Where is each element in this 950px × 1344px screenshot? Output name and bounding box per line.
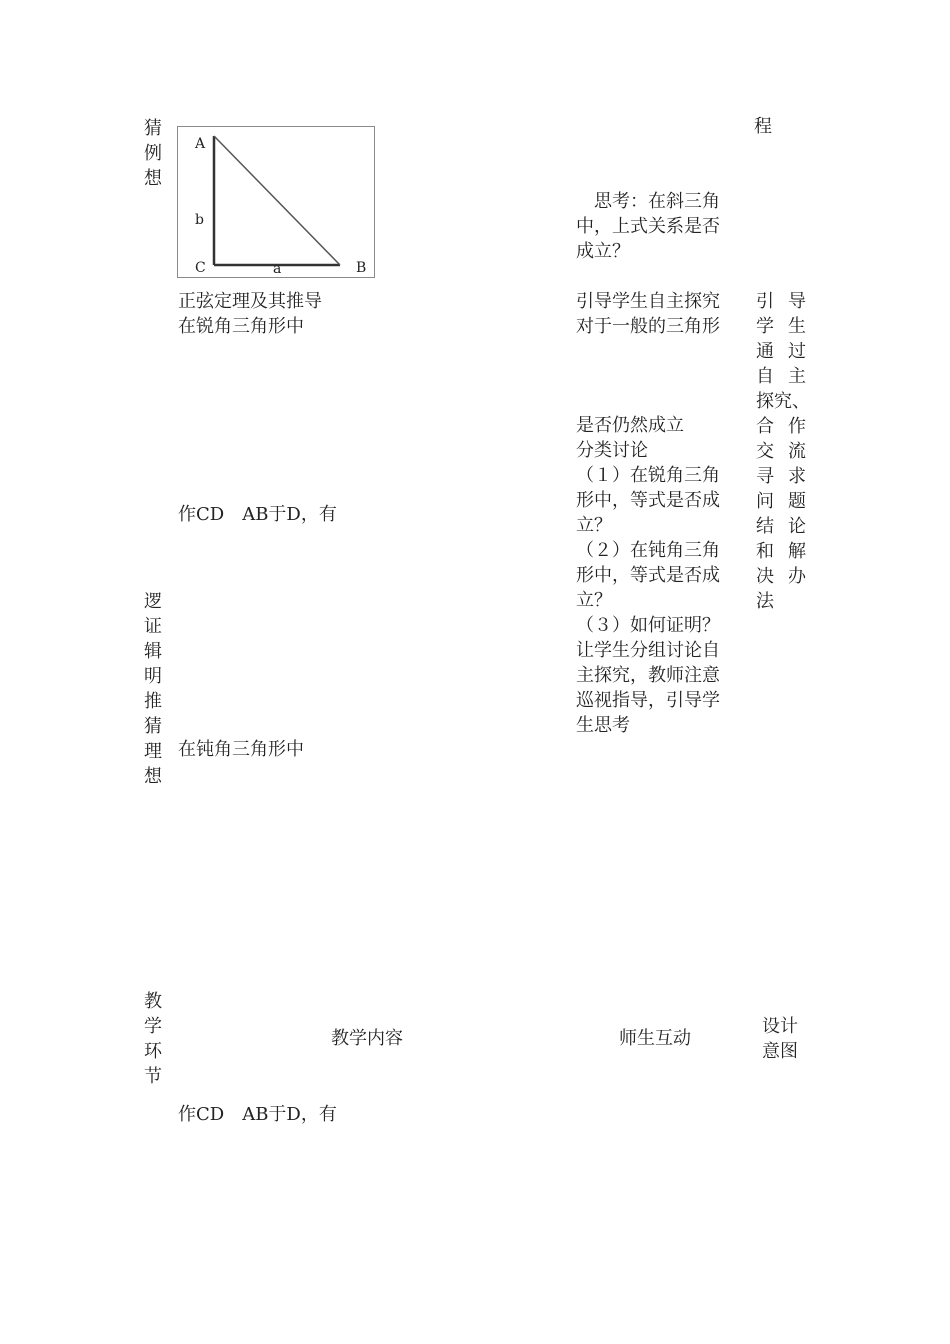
header-char: 节 [144, 1066, 162, 1087]
stage-label-char: 猜 [144, 716, 162, 737]
vertex-b-label: B [356, 260, 367, 276]
intent-line: 寻 求 [756, 466, 806, 487]
stage-label-char: 逻 [144, 591, 162, 612]
header-char: 环 [144, 1041, 162, 1062]
intent-line: 自 主 [756, 366, 806, 387]
text-line: 意图 [762, 1041, 798, 1062]
stage-label-char: 想 [144, 168, 162, 189]
intent-line: 探究、 [756, 391, 810, 412]
header-interaction: 师生互动 [619, 1028, 691, 1049]
text-line: 中，上式关系是否 [576, 216, 720, 237]
header-teaching-content: 教学内容 [331, 1028, 403, 1049]
text-line: 生思考 [576, 715, 630, 736]
intent-line: 引 导 [756, 291, 806, 312]
text-line: 形中，等式是否成 [576, 490, 720, 511]
intent-line: 和 解 [756, 541, 806, 562]
intent-fragment: 程 [754, 116, 772, 137]
stage-label-char: 例 [144, 143, 162, 164]
text-line: 对于一般的三角形 [576, 316, 720, 337]
intent-line: 通 过 [756, 341, 806, 362]
header-teaching-stage [142, 989, 164, 1089]
text-line: 思考：在斜三角 [576, 191, 720, 212]
header-char: 教 [144, 991, 162, 1012]
right-triangle-figure [177, 126, 375, 278]
text-line: 立？ [576, 590, 612, 611]
stage-label-char: 证 [144, 616, 162, 637]
intent-line: 问 题 [756, 491, 806, 512]
text-line: 形中，等式是否成 [576, 565, 720, 586]
construction-text: 作CD AB于D，有 [178, 504, 337, 525]
intent-line: 结 论 [756, 516, 806, 537]
section-title: 正弦定理及其推导 [178, 291, 322, 312]
vertex-a-label: A [195, 136, 206, 152]
intent-line: 合 作 [756, 416, 806, 437]
text-line: 立？ [576, 515, 612, 536]
text-line: 分类讨论 [576, 440, 648, 461]
intent-line: 法 [756, 591, 774, 612]
construction-text: 作CD AB于D，有 [178, 1104, 337, 1125]
intent-line: 交 流 [756, 441, 806, 462]
interaction-text [576, 289, 720, 339]
header-char: 学 [144, 1016, 162, 1037]
design-intent-text [756, 289, 810, 614]
text-line: （３）如何证明？ [576, 615, 720, 636]
stage-label-char: 想 [144, 766, 162, 787]
stage-label-char: 猜 [144, 118, 162, 139]
think-question [576, 189, 720, 264]
intent-line: 学 生 [756, 316, 806, 337]
intent-line: 决 办 [756, 566, 806, 587]
text-line: 主探究，教师注意 [576, 665, 720, 686]
text-line: 巡视指导，引导学 [576, 690, 720, 711]
stage-label-char: 理 [144, 741, 162, 762]
stage-label-char: 推 [144, 691, 162, 712]
text-line: 成立？ [576, 241, 630, 262]
header-design-intent [762, 1014, 798, 1064]
side-a-label: a [273, 261, 282, 277]
side-b-label: b [195, 212, 204, 228]
stage-label-guess [142, 116, 164, 191]
acute-case-label: 在锐角三角形中 [178, 316, 304, 337]
text-line: 设计 [762, 1016, 798, 1037]
vertex-c-label: C [195, 260, 206, 276]
interaction-text [576, 413, 720, 738]
stage-label-char: 明 [144, 666, 162, 687]
text-line: 让学生分组讨论自 [576, 640, 720, 661]
text-line: 引导学生自主探究 [576, 291, 720, 312]
stage-label-char: 辑 [144, 641, 162, 662]
text-line: 是否仍然成立 [576, 415, 684, 436]
stage-label-proof [142, 589, 164, 789]
text-line: （１）在锐角三角 [576, 465, 720, 486]
text-line: （２）在钝角三角 [576, 540, 720, 561]
obtuse-case-label: 在钝角三角形中 [178, 739, 304, 760]
